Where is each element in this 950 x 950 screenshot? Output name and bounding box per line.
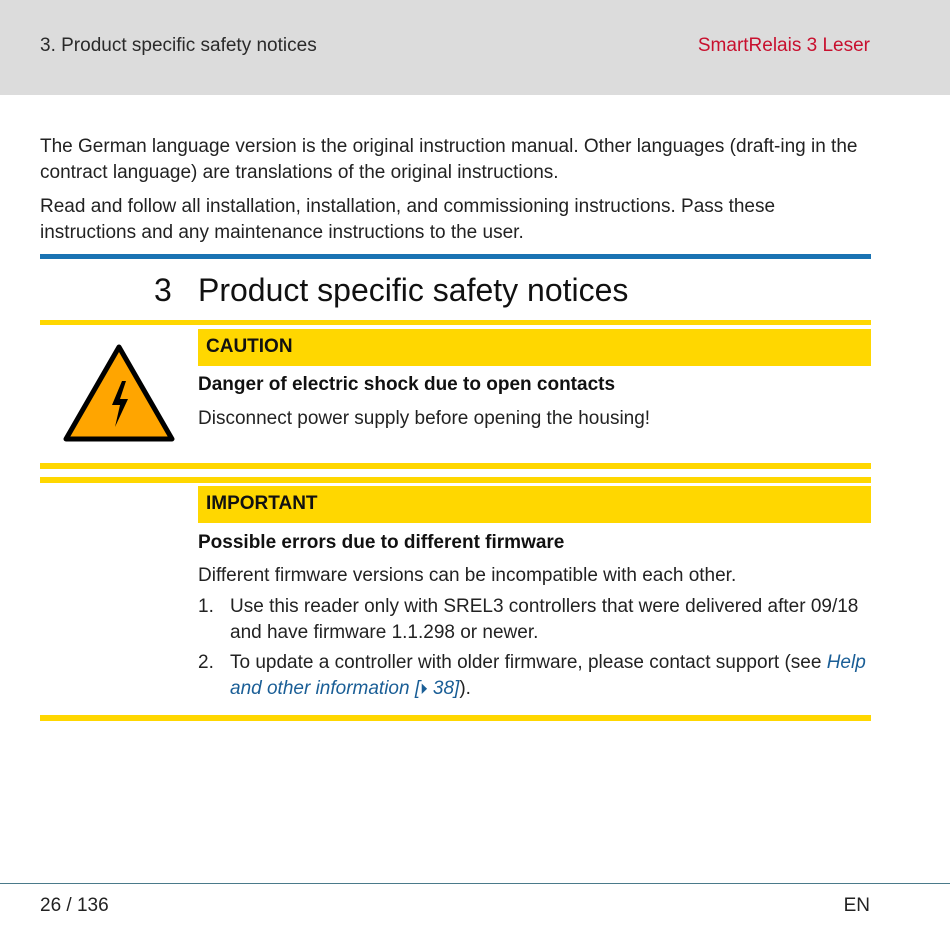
caution-label: CAUTION (206, 336, 293, 357)
intro-paragraph-1: The German language version is the original instruction manual. Other languages (draft-ing in the contract language) are translations of the original instructions. (40, 136, 858, 183)
page-header (0, 0, 950, 95)
important-top-rule (40, 477, 871, 483)
intro-paragraph-2: Read and follow all installation, installation, and commissioning instructions. Pass these instructions and any maintenance instructions to the user. (40, 196, 776, 243)
footer-divider (0, 883, 950, 884)
help-link-page[interactable]: 38] (427, 678, 460, 699)
chapter-number: 3 (154, 272, 172, 308)
caution-text: Disconnect power supply before opening the housing! (198, 408, 651, 429)
help-link-text[interactable]: Help and other information [ (230, 652, 866, 699)
important-label-bar (198, 486, 871, 523)
header-section-title: 3. Product specific safety notices (40, 35, 317, 56)
electric-shock-warning-icon (62, 343, 176, 443)
important-label: IMPORTANT (206, 493, 318, 514)
step-number: 2. (198, 652, 214, 673)
chapter-title: Product specific safety notices (198, 272, 629, 308)
step-text (230, 650, 878, 703)
important-text: Different firmware versions can be incompatible with each other. (198, 565, 737, 586)
important-bottom-rule (40, 715, 871, 721)
page-number: 26 / 136 (40, 895, 109, 916)
step-number: 1. (198, 596, 214, 617)
list-item (198, 650, 878, 703)
caution-label-bar (198, 329, 871, 366)
caution-top-rule (40, 320, 871, 325)
caution-title: Danger of electric shock due to open contacts (198, 374, 616, 395)
section-divider (40, 254, 871, 259)
important-title: Possible errors due to different firmware (198, 532, 565, 553)
step-text-before: To update a controller with older firmware, please contact support (see (230, 652, 827, 673)
caution-bottom-rule (40, 463, 871, 469)
list-item (198, 594, 878, 646)
step-text: Use this reader only with SREL3 controllers that were delivered after 09/18 and have firmware 1.1.298 or newer. (230, 596, 859, 643)
step-text-after: ). (459, 678, 471, 699)
arrow-right-icon: ⏵ (420, 681, 428, 698)
intro-section (40, 134, 870, 254)
header-product-name: SmartRelais 3 Leser (697, 35, 870, 56)
language-code: EN (843, 895, 870, 916)
instruction-steps (198, 594, 878, 707)
